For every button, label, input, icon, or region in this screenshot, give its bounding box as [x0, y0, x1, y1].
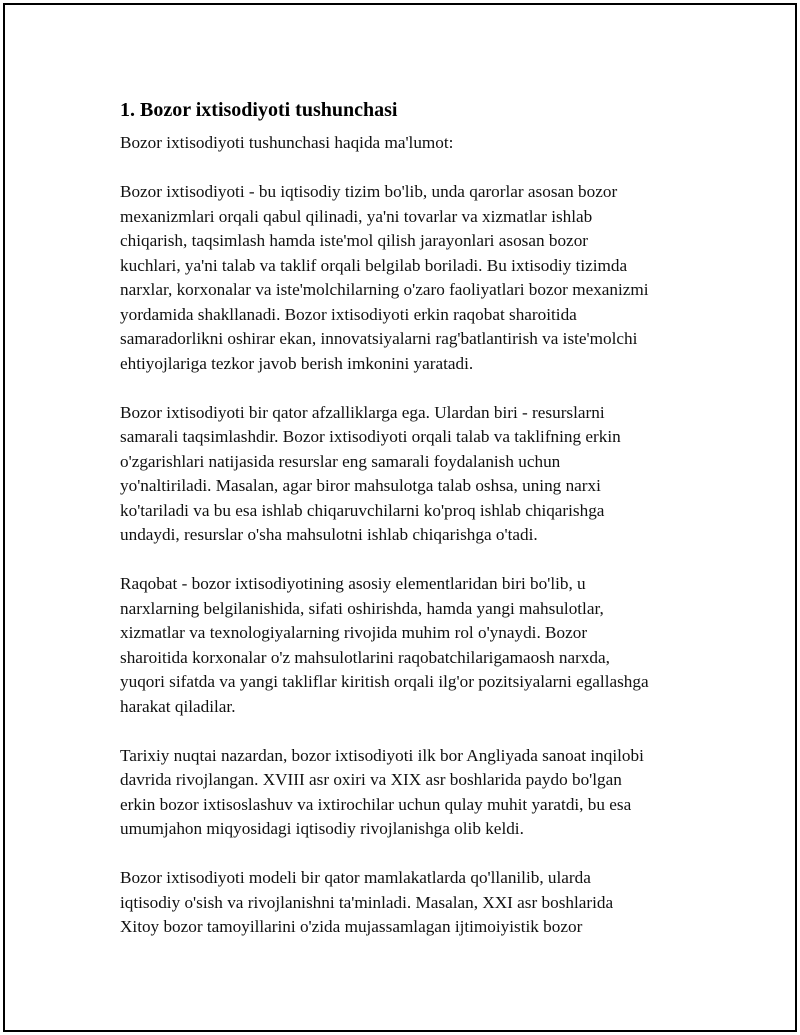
text-line: chiqarish, taqsimlash hamda iste'mol qilish jarayonlari asosan bozor	[120, 231, 589, 250]
text-line: ehtiyojlariga tezkor javob berish imkonini yaratadi.	[120, 353, 474, 373]
paragraph-definition	[120, 180, 700, 376]
text-line: mexanizmlari orqali qabul qilinadi, ya'ni tovarlar va xizmatlar ishlab	[120, 206, 593, 226]
text-line: Bozor ixtisodiyoti bir qator afzalliklarga ega. Ulardan biri - resurslarni	[120, 402, 605, 422]
text-line: narxlar, korxonalar va iste'molchilarning o'zaro faoliyatlari bozor mexanizmi	[120, 280, 649, 299]
text-line: samarali taqsimlashdir. Bozor ixtisodiyoti orqali talab va taklifning erkin	[120, 427, 621, 446]
text-line: Bozor ixtisodiyoti modeli bir qator mamlakatlarda qo'llanilib, ularda	[120, 868, 591, 887]
text-line: kuchlari, ya'ni talab va taklif orqali belgilab boriladi. Bu ixtisodiy tizimda	[120, 255, 628, 275]
document-page	[3, 3, 797, 1032]
text-line: erkin bozor ixtisoslashuv va ixtirochilar uchun qulay muhit yaratdi, bu esa	[120, 794, 632, 814]
paragraph-competition	[120, 572, 700, 719]
text-line: ko'tariladi va bu esa ishlab chiqaruvchilarni ko'proq ishlab chiqarishga	[120, 500, 605, 520]
page-title: 1. Bozor ixtisodiyoti tushunchasi	[120, 99, 398, 121]
text-line: undaydi, resurslar o'sha mahsulotni ishlab chiqarishga o'tadi.	[120, 525, 538, 544]
text-line: umumjahon miqyosidagi iqtisodiy rivojlanishga olib keldi.	[120, 819, 524, 838]
intro-text: Bozor ixtisodiyoti tushunchasi haqida ma'lumot:	[120, 133, 454, 152]
text-line: Raqobat - bozor ixtisodiyotining asosiy elementlaridan biri bo'lib, u	[120, 574, 586, 593]
text-line: iqtisodiy o'sish va rivojlanishni ta'minladi. Masalan, XXI asr boshlarida	[120, 892, 614, 912]
document-content	[120, 97, 700, 964]
text-line: samaradorlikni oshirar ekan, innovatsiyalarni rag'batlantirish va iste'molchi	[120, 329, 638, 348]
text-line: yuqori sifatda va yangi takliflar kiritish orqali ilg'or pozitsiyalarni egallashga	[120, 672, 649, 691]
paragraph-advantages	[120, 401, 700, 548]
text-line: yordamida shakllanadi. Bozor ixtisodiyoti erkin raqobat sharoitida	[120, 304, 577, 324]
text-line: davrida rivojlangan. XVIII asr oxiri va XIX asr boshlarida paydo bo'lgan	[120, 770, 622, 789]
text-line: sharoitida korxonalar o'z mahsulotlarini raqobatchilarigamaosh narxda,	[120, 647, 610, 667]
text-line: narxlarning belgilanishida, sifati oshirishda, hamda yangi mahsulotlar,	[120, 598, 604, 618]
text-line: Xitoy bozor tamoyillarini o'zida mujassamlagan ijtimoiyistik bozor	[120, 917, 583, 936]
text-line: Bozor ixtisodiyoti - bu iqtisodiy tizim bo'lib, unda qarorlar asosan bozor	[120, 182, 618, 201]
text-line: xizmatlar va texnologiyalarning rivojida muhim rol o'ynaydi. Bozor	[120, 623, 588, 642]
paragraph-history	[120, 744, 700, 842]
text-line: o'zgarishlari natijasida resurslar eng samarali foydalanish uchun	[120, 451, 561, 471]
text-line: yo'naltiriladi. Masalan, agar biror mahsulotga talab oshsa, uning narxi	[120, 476, 601, 495]
text-line: Tarixiy nuqtai nazardan, bozor ixtisodiyoti ilk bor Angliyada sanoat inqilobi	[120, 745, 644, 765]
paragraph-models	[120, 866, 700, 940]
text-line: harakat qiladilar.	[120, 696, 236, 716]
